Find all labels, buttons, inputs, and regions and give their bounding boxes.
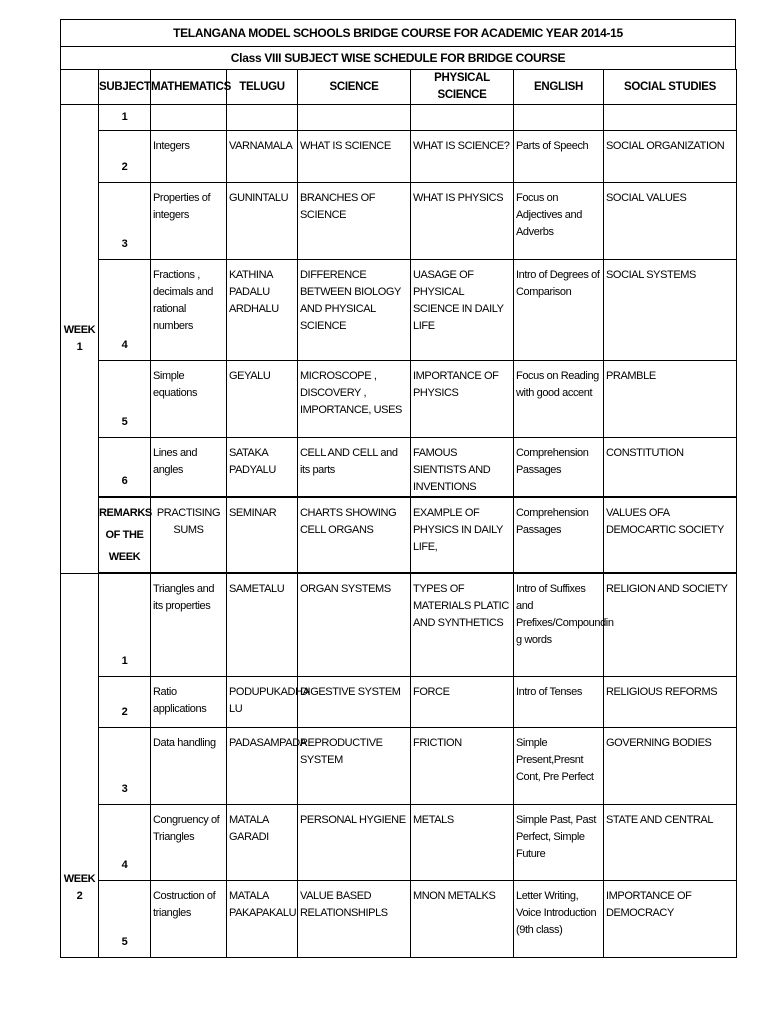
schedule-sheet [60, 19, 736, 958]
cell-telugu: KATHINA PADALU ARDHALU [227, 260, 298, 361]
cell-science: ORGAN SYSTEMS [298, 573, 411, 676]
header-mathematics: MATHEMATICS [151, 70, 227, 105]
cell-math: Lines and angles [151, 438, 227, 498]
cell-english: Intro of Tenses [514, 676, 604, 727]
cell-science: CELL AND CELL and its parts [298, 438, 411, 498]
day-number: 1 [99, 573, 151, 676]
cell-social: SOCIAL ORGANIZATION [604, 131, 737, 183]
cell-telugu: SATAKA PADYALU [227, 438, 298, 498]
table-row [61, 260, 737, 361]
cell-english: Comprehension Passages [514, 438, 604, 498]
cell-physical-science: TYPES OF MATERIALS PLATIC AND SYNTHETICS [411, 573, 514, 676]
cell-social: IMPORTANCE OF DEMOCRACY [604, 880, 737, 957]
cell-english: Simple Present,Presnt Cont, Pre Perfect [514, 727, 604, 804]
remarks-row [61, 497, 737, 572]
cell-telugu: GEYALU [227, 361, 298, 438]
cell-english: Intro of Degrees of Comparison [514, 260, 604, 361]
cell-physical-science: WHAT IS SCIENCE? [411, 131, 514, 183]
header-telugu: TELUGU [227, 70, 298, 105]
cell-social: STATE AND CENTRAL [604, 804, 737, 880]
cell-science: WHAT IS SCIENCE [298, 131, 411, 183]
cell-social: RELIGION AND SOCIETY [604, 573, 737, 676]
cell-telugu: PODUPUKADHA LU [227, 676, 298, 727]
cell-english [514, 105, 604, 131]
cell-telugu: VARNAMALA [227, 131, 298, 183]
cell-physical-science: FORCE [411, 676, 514, 727]
remarks-physical-science: EXAMPLE OF PHYSICS IN DAILY LIFE, [411, 497, 514, 572]
remarks-english: Comprehension Passages [514, 497, 604, 572]
cell-telugu: GUNINTALU [227, 183, 298, 260]
cell-math: Properties of integers [151, 183, 227, 260]
day-number: 3 [99, 727, 151, 804]
header-row [61, 70, 737, 105]
table-row [61, 727, 737, 804]
table-row [61, 361, 737, 438]
cell-physical-science: WHAT IS PHYSICS [411, 183, 514, 260]
cell-physical-science [411, 105, 514, 131]
cell-social: RELIGIOUS REFORMS [604, 676, 737, 727]
schedule-table [60, 69, 737, 958]
cell-physical-science: FAMOUS SIENTISTS AND INVENTIONS [411, 438, 514, 498]
cell-social: SOCIAL SYSTEMS [604, 260, 737, 361]
cell-math [151, 105, 227, 131]
remarks-science: CHARTS SHOWING CELL ORGANS [298, 497, 411, 572]
day-number: 1 [99, 105, 151, 131]
cell-math: Simple equations [151, 361, 227, 438]
header-science: SCIENCE [298, 70, 411, 105]
cell-science: DIGESTIVE SYSTEM [298, 676, 411, 727]
day-number: 4 [99, 260, 151, 361]
week-label: WEEK 2 [61, 573, 99, 957]
cell-physical-science: IMPORTANCE OF PHYSICS [411, 361, 514, 438]
document-subtitle: Class VIII SUBJECT WISE SCHEDULE FOR BRIDGE COURSE [60, 46, 736, 69]
cell-math: Congruency of Triangles [151, 804, 227, 880]
cell-social: CONSTITUTION [604, 438, 737, 498]
remarks-social: VALUES OFA DEMOCARTIC SOCIETY [604, 497, 737, 572]
cell-math: Integers [151, 131, 227, 183]
cell-physical-science: UASAGE OF PHYSICAL SCIENCE IN DAILY LIFE [411, 260, 514, 361]
day-number: 5 [99, 880, 151, 957]
cell-math: Triangles and its properties [151, 573, 227, 676]
cell-english: Parts of Speech [514, 131, 604, 183]
cell-science: VALUE BASED RELATIONSHIPLS [298, 880, 411, 957]
cell-physical-science: MNON METALKS [411, 880, 514, 957]
day-number: 6 [99, 438, 151, 498]
cell-physical-science: METALS [411, 804, 514, 880]
day-number: 2 [99, 676, 151, 727]
day-number: 3 [99, 183, 151, 260]
header-physical-science: PHYSICAL SCIENCE [411, 70, 514, 105]
cell-science: PERSONAL HYGIENE [298, 804, 411, 880]
table-row [61, 573, 737, 676]
cell-english: Simple Past, Past Perfect, Simple Future [514, 804, 604, 880]
cell-social [604, 105, 737, 131]
remarks-math: PRACTISING SUMS [151, 497, 227, 572]
cell-telugu: PADASAMPADA [227, 727, 298, 804]
day-number: 5 [99, 361, 151, 438]
cell-science: DIFFERENCE BETWEEN BIOLOGY AND PHYSICAL SCIENCE [298, 260, 411, 361]
week-label: WEEK 1 [61, 105, 99, 574]
cell-social: PRAMBLE [604, 361, 737, 438]
cell-science [298, 105, 411, 131]
table-row [61, 183, 737, 260]
cell-telugu: SAMETALU [227, 573, 298, 676]
cell-english: Focus on Adjectives and Adverbs [514, 183, 604, 260]
document-title: TELANGANA MODEL SCHOOLS BRIDGE COURSE FOR ACADEMIC YEAR 2014-15 [60, 19, 736, 46]
cell-physical-science: FRICTION [411, 727, 514, 804]
table-row [61, 880, 737, 957]
header-social-studies: SOCIAL STUDIES [604, 70, 737, 105]
header-english: ENGLISH [514, 70, 604, 105]
cell-english: Focus on Reading with good accent [514, 361, 604, 438]
cell-english: Intro of Suffixes and Prefixes/Compoundin g words [514, 573, 604, 676]
header-blank [61, 70, 99, 105]
cell-telugu: MATALA GARADI [227, 804, 298, 880]
day-number: 2 [99, 131, 151, 183]
cell-science: BRANCHES OF SCIENCE [298, 183, 411, 260]
cell-telugu: MATALA PAKAPAKALU [227, 880, 298, 957]
cell-math: Fractions , decimals and rational numbers [151, 260, 227, 361]
cell-math: Ratio applications [151, 676, 227, 727]
table-row [61, 438, 737, 498]
table-row [61, 105, 737, 131]
cell-english: Letter Writing, Voice Introduction (9th class) [514, 880, 604, 957]
cell-science: REPRODUCTIVE SYSTEM [298, 727, 411, 804]
day-number: 4 [99, 804, 151, 880]
cell-telugu [227, 105, 298, 131]
table-row [61, 676, 737, 727]
cell-social: SOCIAL VALUES [604, 183, 737, 260]
header-subject: SUBJECT [99, 70, 151, 105]
remarks-label: REMARKS OF THE WEEK [99, 497, 151, 572]
cell-social: GOVERNING BODIES [604, 727, 737, 804]
cell-math: Data handling [151, 727, 227, 804]
table-row [61, 131, 737, 183]
table-row [61, 804, 737, 880]
remarks-telugu: SEMINAR [227, 497, 298, 572]
cell-math: Costruction of triangles [151, 880, 227, 957]
cell-science: MICROSCOPE , DISCOVERY , IMPORTANCE, USES [298, 361, 411, 438]
